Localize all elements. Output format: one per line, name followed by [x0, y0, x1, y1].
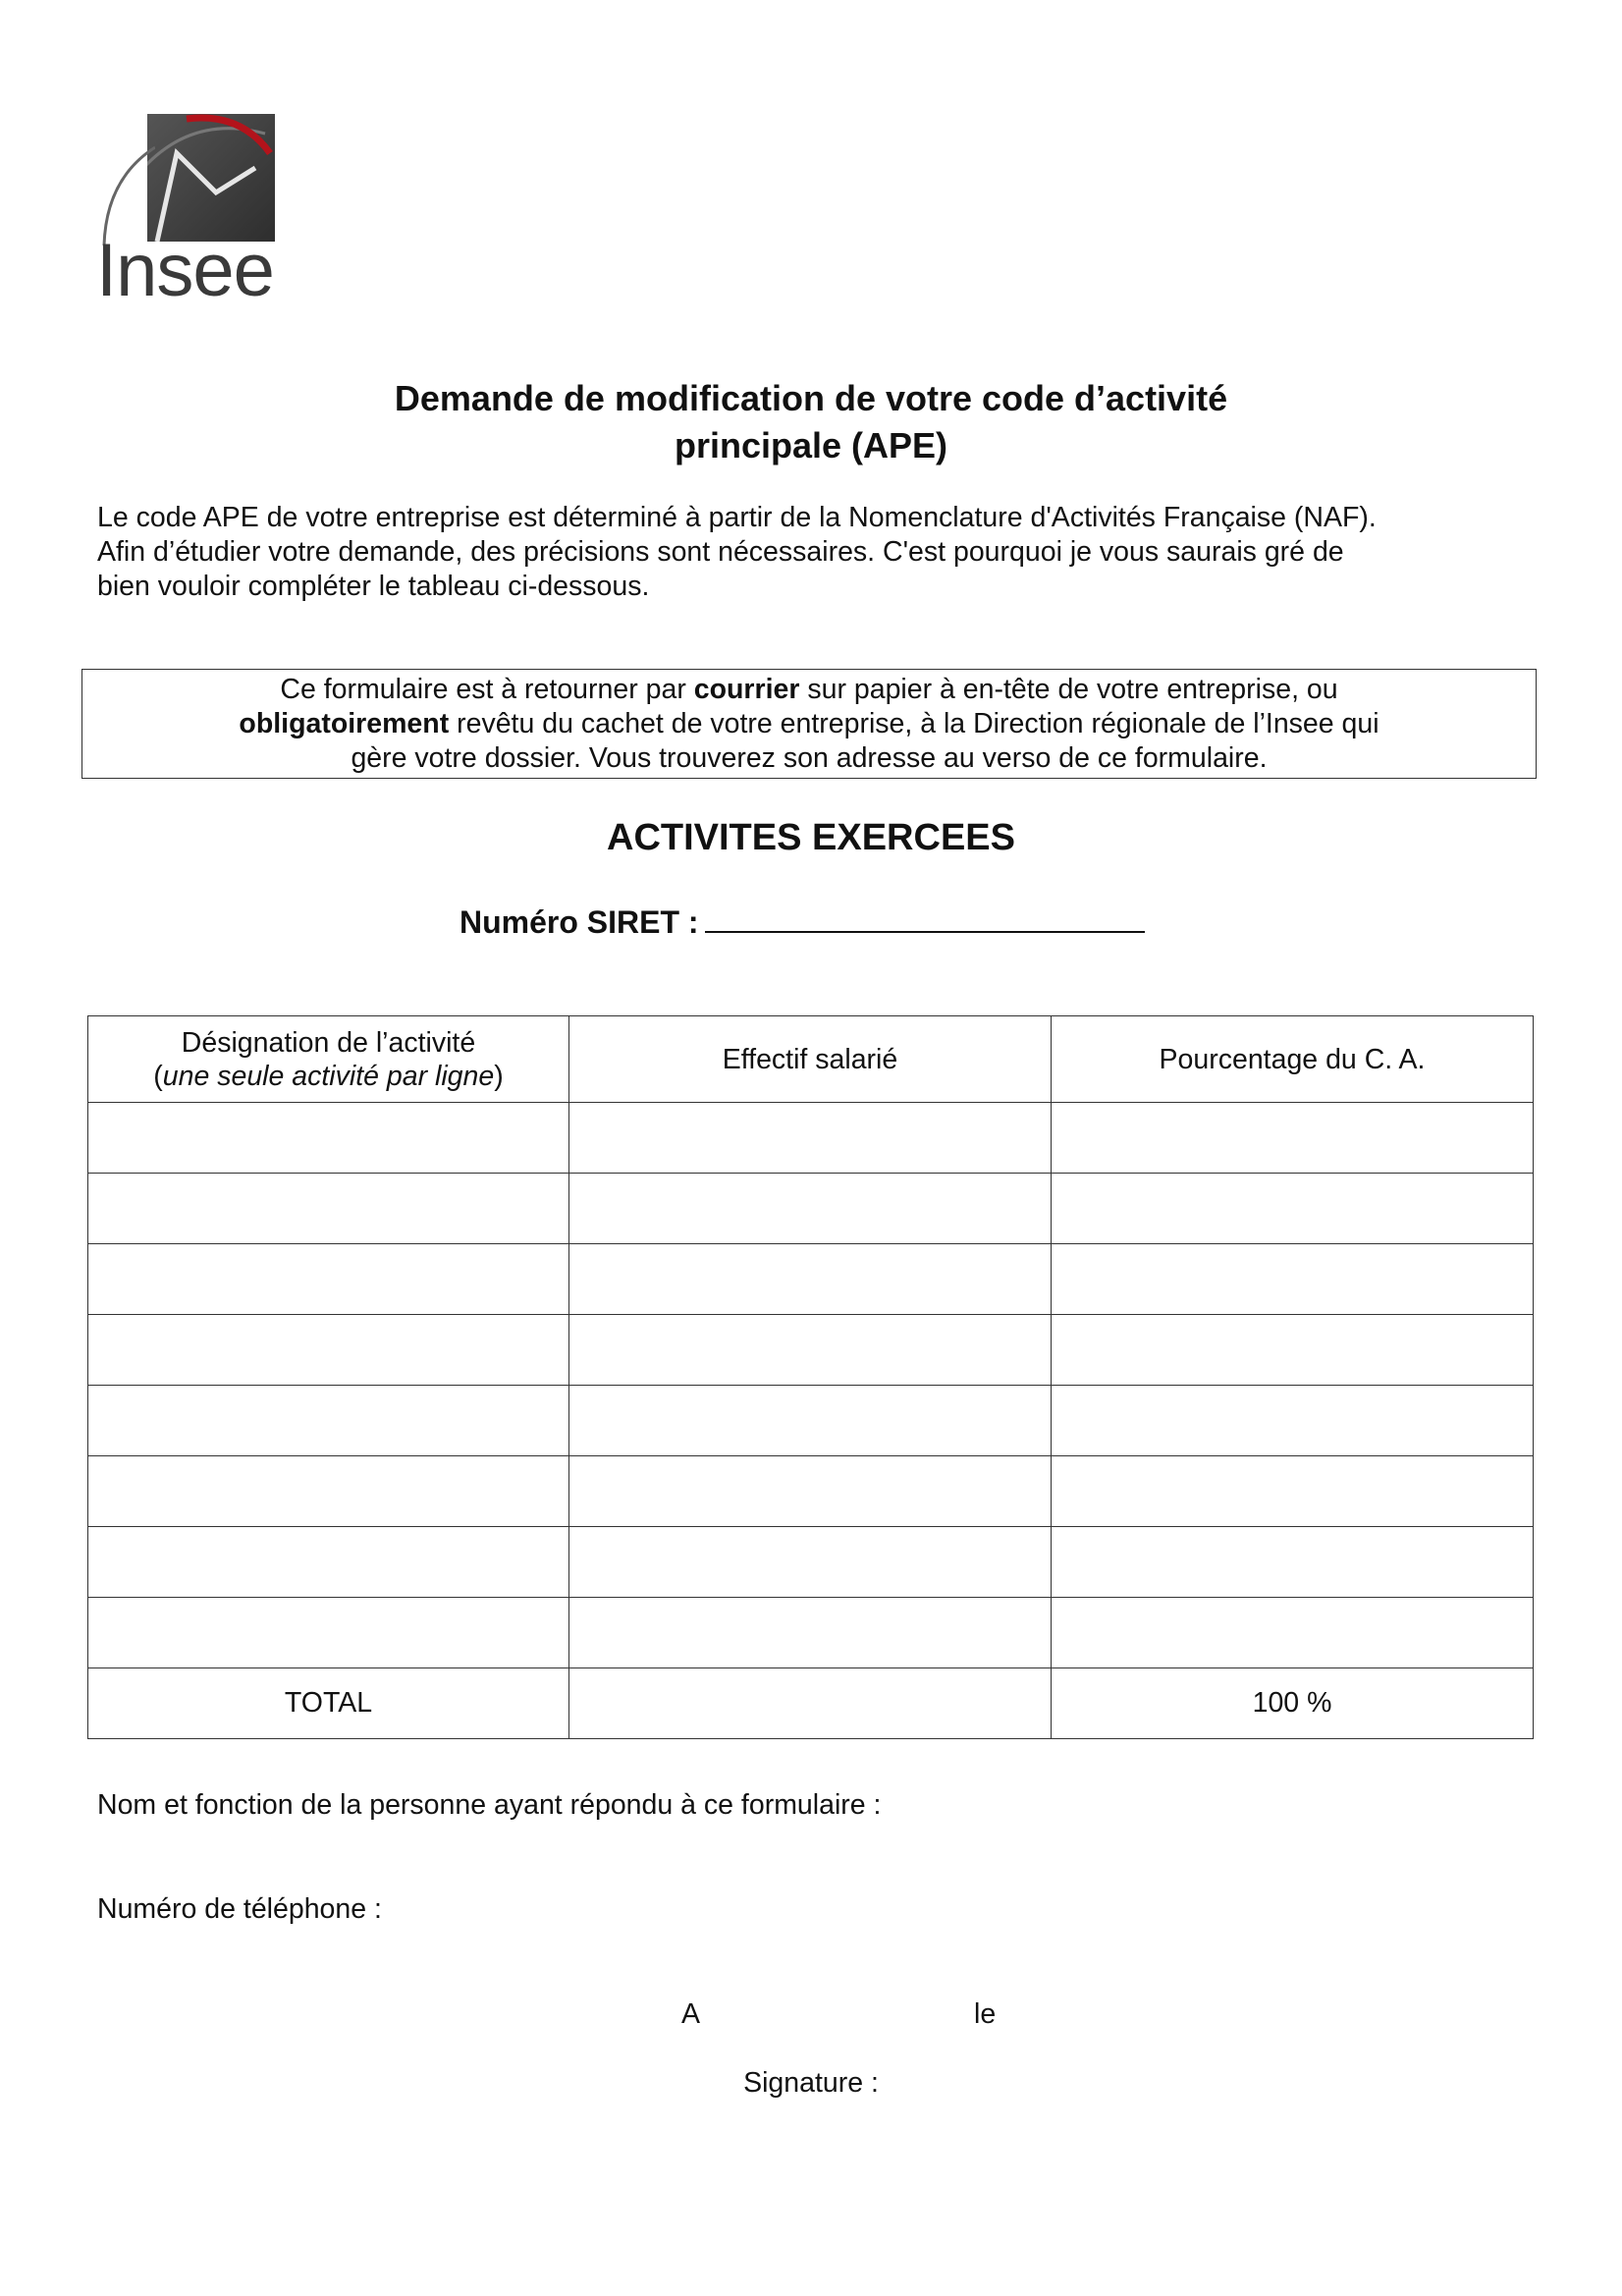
- effectif-cell[interactable]: [569, 1456, 1052, 1527]
- table-row: [88, 1174, 1534, 1244]
- insee-logo-text: Insee: [96, 229, 274, 312]
- header-designation-title: Désignation de l’activité: [181, 1026, 476, 1059]
- signature-label: Signature :: [743, 2067, 879, 2099]
- effectif-cell[interactable]: [569, 1386, 1052, 1456]
- intro-line-1: Le code APE de votre entreprise est déterminé à partir de la Nomenclature d'Activités Française (NAF).: [97, 502, 1377, 533]
- activity-cell[interactable]: [88, 1244, 569, 1315]
- table-row: [88, 1527, 1534, 1598]
- table-total-row: [88, 1668, 1534, 1739]
- activity-cell[interactable]: [88, 1386, 569, 1456]
- siret-field: [460, 902, 1145, 941]
- percent-cell[interactable]: [1052, 1315, 1534, 1386]
- percent-cell[interactable]: [1052, 1244, 1534, 1315]
- effectif-cell[interactable]: [569, 1527, 1052, 1598]
- header-designation-note: [88, 1060, 568, 1093]
- activity-cell[interactable]: [88, 1315, 569, 1386]
- table-row: [88, 1244, 1534, 1315]
- activity-cell[interactable]: [88, 1174, 569, 1244]
- percent-cell[interactable]: [1052, 1103, 1534, 1174]
- table-row: [88, 1315, 1534, 1386]
- intro-line-3: bien vouloir compléter le tableau ci-dessous.: [97, 571, 650, 602]
- insee-logo-icon: [147, 114, 275, 242]
- header-effectif: Effectif salarié: [569, 1016, 1052, 1103]
- intro-line-2: Afin d’étudier votre demande, des précisions sont nécessaires. C'est pourquoi je vous saurais gré de: [97, 536, 1344, 568]
- activity-cell[interactable]: [88, 1456, 569, 1527]
- activity-cell[interactable]: [88, 1527, 569, 1598]
- percent-cell[interactable]: [1052, 1527, 1534, 1598]
- total-label: TOTAL: [88, 1668, 569, 1739]
- title-line-2: principale (APE): [674, 425, 948, 465]
- table-row: [88, 1456, 1534, 1527]
- table-row: [88, 1386, 1534, 1456]
- siret-label: Numéro SIRET :: [460, 904, 699, 940]
- percent-cell[interactable]: [1052, 1456, 1534, 1527]
- table-row: [88, 1103, 1534, 1174]
- effectif-cell[interactable]: [569, 1103, 1052, 1174]
- page-title: [0, 375, 1622, 469]
- table-row: [88, 1598, 1534, 1668]
- insee-logo: [96, 110, 283, 312]
- notice-line-1: [82, 673, 1536, 707]
- place-label: A: [681, 1998, 701, 2030]
- total-effectif-cell[interactable]: [569, 1668, 1052, 1739]
- activity-cell[interactable]: [88, 1598, 569, 1668]
- effectif-cell[interactable]: [569, 1598, 1052, 1668]
- respondent-field-label: Nom et fonction de la personne ayant répondu à ce formulaire :: [97, 1789, 882, 1821]
- notice-text: Ce formulaire est à retourner par: [280, 674, 694, 705]
- total-percent: 100 %: [1052, 1668, 1534, 1739]
- notice-text: revêtu du cachet de votre entreprise, à la Direction régionale de l’Insee qui: [449, 708, 1379, 739]
- header-designation-italic: une seule activité par ligne: [162, 1060, 495, 1092]
- header-designation: [88, 1016, 569, 1103]
- notice-bold-obligatoirement: obligatoirement: [239, 708, 450, 739]
- effectif-cell[interactable]: [569, 1174, 1052, 1244]
- activity-cell[interactable]: [88, 1103, 569, 1174]
- title-line-1: Demande de modification de votre code d’activité: [394, 378, 1228, 418]
- paren-open: (: [153, 1060, 163, 1092]
- return-notice-box: [81, 669, 1537, 779]
- notice-line-3: gère votre dossier. Vous trouverez son adresse au verso de ce formulaire.: [351, 742, 1268, 774]
- effectif-cell[interactable]: [569, 1244, 1052, 1315]
- table-header-row: [88, 1016, 1534, 1103]
- percent-cell[interactable]: [1052, 1386, 1534, 1456]
- date-label: le: [974, 1998, 997, 2030]
- siret-input-line[interactable]: [705, 902, 1145, 933]
- percent-cell[interactable]: [1052, 1174, 1534, 1244]
- section-heading: ACTIVITES EXERCEES: [607, 817, 1015, 858]
- effectif-cell[interactable]: [569, 1315, 1052, 1386]
- header-pourcentage: Pourcentage du C. A.: [1052, 1016, 1534, 1103]
- notice-text: sur papier à en-tête de votre entreprise, ou: [799, 674, 1338, 705]
- notice-bold-courrier: courrier: [693, 674, 800, 705]
- percent-cell[interactable]: [1052, 1598, 1534, 1668]
- phone-field-label: Numéro de téléphone :: [97, 1893, 382, 1925]
- intro-paragraph: [97, 501, 1531, 604]
- notice-line-2: [82, 707, 1536, 741]
- paren-close: ): [494, 1060, 504, 1092]
- activities-table: [87, 1015, 1534, 1739]
